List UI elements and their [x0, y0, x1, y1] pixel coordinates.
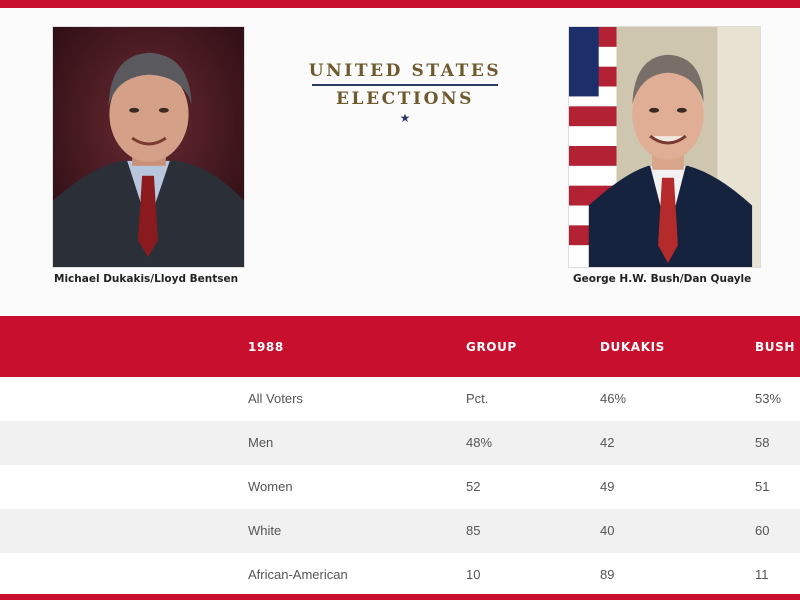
- bush-value: 51: [755, 479, 770, 494]
- column-header-year: 1988: [248, 340, 284, 354]
- table-row: [0, 465, 800, 509]
- row-label: Women: [248, 479, 293, 494]
- table-row: [0, 421, 800, 465]
- table-row: [0, 553, 800, 594]
- dukakis-value: 49: [600, 479, 615, 494]
- group-value: 48%: [466, 435, 493, 450]
- row-label: All Voters: [248, 391, 303, 406]
- logo-title-line1: UNITED STATES: [308, 61, 502, 81]
- bush-caption: George H.W. Bush/Dan Quayle: [573, 273, 752, 285]
- dukakis-portrait: [52, 26, 245, 268]
- star-icon: ★: [399, 111, 411, 125]
- dukakis-caption: Michael Dukakis/Lloyd Bentsen: [54, 273, 239, 285]
- row-label: Men: [248, 435, 274, 450]
- group-value: 52: [466, 479, 481, 494]
- bush-value: 60: [755, 523, 770, 538]
- row-label: White: [248, 523, 282, 538]
- group-value: 10: [466, 567, 481, 582]
- elections-logo: [305, 60, 505, 125]
- bush-value: 58: [755, 435, 770, 450]
- table-row: [0, 377, 800, 421]
- logo-divider: [312, 84, 498, 86]
- dukakis-value: 89: [600, 567, 615, 582]
- group-value: 85: [466, 523, 481, 538]
- column-header-group: GROUP: [466, 340, 517, 354]
- group-value: Pct.: [466, 391, 489, 406]
- row-label: African-American: [248, 567, 348, 582]
- dukakis-value: 46%: [600, 391, 627, 406]
- dukakis-value: 40: [600, 523, 615, 538]
- table-header: [0, 316, 800, 377]
- bush-portrait: [568, 26, 761, 268]
- header-area: [0, 8, 800, 316]
- bush-value: 53%: [755, 391, 782, 406]
- table-row: [0, 509, 800, 553]
- column-header-bush: BUSH: [755, 340, 795, 354]
- logo-title-line2: ELECTIONS: [335, 89, 475, 109]
- dukakis-value: 42: [600, 435, 615, 450]
- column-header-dukakis: DUKAKIS: [600, 340, 665, 354]
- bottom-accent-bar: [0, 594, 800, 600]
- bush-value: 11: [755, 567, 769, 582]
- top-accent-bar: [0, 0, 800, 8]
